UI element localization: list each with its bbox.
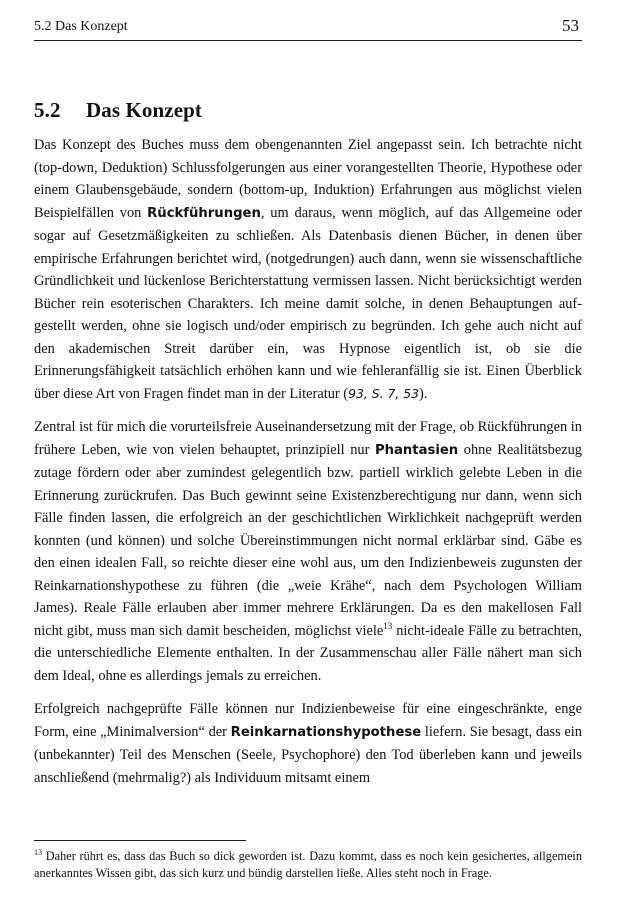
paragraph-1-text-c: , um daraus, wenn möglich, auf das Allgemeine oder sogar auf Gesetzmäßigkeiten zu schließen. Als Datenbasis dienen Bücher, in denen über empirische Erfahrungen berichtet wird, (notgedrungen) auch dann, wenn sie wissenschaftliche Gründlichkeit und lückenlose Berichterstattung vermissen lassen. Nicht berücksichtigt werden Bücher rein esoterischen Charakters. Ich meine damit solche, in denen Behauptungen aufgestellt werden, ohne sie logisch und/oder empirisch zu begründen. Ich gehe auch nicht auf den akademischen Streit darüber ein, was Hypnose eigentlich ist, ob sie die Erinnerungsfähigkeit tatsächlich erhöhen kann und wie fehleranfällig sie ist. Einen Überblick über diese Art von Fragen findet man in der Literatur ( xyxy=(34,204,582,402)
paragraph-2 xyxy=(34,416,582,687)
paragraph-3-text-a: Erfolgreich nachgeprüfte Fälle können nur Indizienbeweise für eine eingeschränkte, enge Form, eine „Minimalversion“ der xyxy=(34,701,582,740)
footnote xyxy=(34,848,582,882)
keyword-rueckfuehrungen: Rückführungen xyxy=(147,205,261,221)
running-header xyxy=(34,16,582,41)
paragraph-1-text-d: ). xyxy=(419,385,428,402)
section-heading xyxy=(34,98,202,123)
paragraph-1-text-a: Das Konzept des Buches muss dem obengenannten Ziel angepasst sein. Ich betrachte nicht (top-down, Deduktion) Schlussfolgerungen aus einer vorangestellten Theorie, Hypothese oder einem Glaubensgebäude, sondern (bottom-up, Induktion) Erfahrungen aus möglichst vielen Beispielfällen von xyxy=(34,137,582,221)
body-text xyxy=(34,134,582,800)
running-title: 5.2 Das Konzept xyxy=(34,19,128,34)
keyword-reinkarnationshypothese: Reinkarnationshypothese xyxy=(230,724,422,740)
page-number: 53 xyxy=(562,16,579,35)
literature-reference: 93, S. 7, 53 xyxy=(348,385,420,401)
section-number: 5.2 xyxy=(34,98,61,122)
footnote-text: Daher rührt es, dass das Buch so dick geworden ist. Dazu kommt, dass es noch kein gesichertes, allgemein anerkanntes Wissen gibt, das sich kurz und bündig darstellen ließe. Alles steht noch in Frage. xyxy=(34,849,582,880)
paragraph-2-text-c: ohne Realitätsbezug zutage fördern oder aber zumindest gelegentlich bzw. partiell wirklich gelebte Leben in die Erinnerung zurückrufen. Das Buch gewinnt seine Existenzberechtigung nur dann, wenn sich Fälle finden lassen, die erfolgreich an der geschichtlichen Wirklichkeit nachgeprüft werden konnten (und können) und solche Übereinstimmungen nicht normal erklärbar sind. Gäbe es den einen idealen Fall, so reichte dieser eine wohl aus, um den Indizienbeweis zugunsten der Reinkarnationshypothese zu führen (die „weie Krähe“, nach dem Psychologen William James). Reale Fälle erlauben aber immer mehrere Erklärungen. Da es den makellosen Fall nicht gibt, muss man sich damit bescheiden, möglichst viele xyxy=(34,441,583,639)
paragraph-3-text-c: liefern. Sie besagt, dass ein (unbekannter) Teil des Menschen (Seele, Psychophore) den Tod überleben kann und jeweils anschließend (mehrmalig?) als Individuum mitsamt einem xyxy=(34,723,582,786)
paragraph-2-text-a: Zentral ist für mich die vorurteilsfreie Auseinandersetzung mit der Frage, ob Rückführungen in frühere Leben, wie von vielen behauptet, prinzipiell nur xyxy=(34,419,582,458)
paragraph-1 xyxy=(34,134,582,405)
footnote-divider xyxy=(34,840,246,841)
section-title: Das Konzept xyxy=(86,98,203,122)
paragraph-2-text-d: nicht-ideale Fälle zu betrachten, die unterschiedliche Elemente enthalten. In der Zusammenschau aller Fälle nähert man sich dem Ideal, ohne es allerdings jemals zu erreichen. xyxy=(34,622,582,684)
footnote-marker[interactable]: 13 xyxy=(383,620,393,631)
keyword-phantasien: Phantasien xyxy=(374,442,459,458)
paragraph-3 xyxy=(34,698,582,789)
book-page xyxy=(34,0,582,917)
footnote-number: 13 xyxy=(34,848,42,857)
